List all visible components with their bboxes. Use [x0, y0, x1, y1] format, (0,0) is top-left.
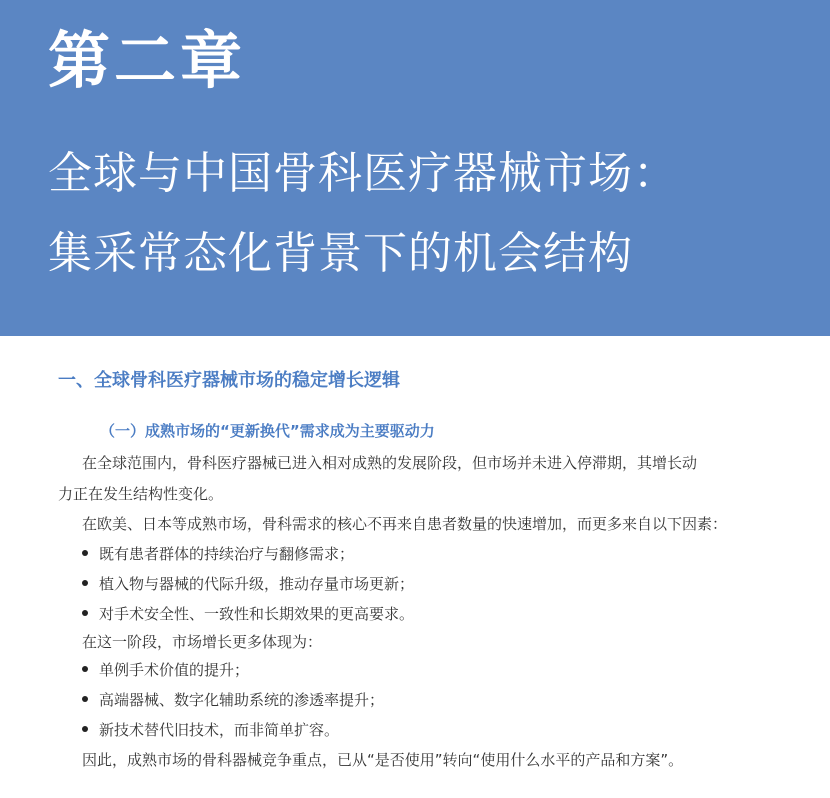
chapter-subtitle-line2: 集采常态化背景下的机会结构: [48, 228, 633, 279]
list-item: [82, 603, 414, 624]
list-item-text: 既有患者群体的持续治疗与翻修需求；: [99, 545, 355, 563]
list-item: [82, 573, 414, 594]
bullet-icon: [82, 580, 88, 586]
chapter-title: 第二章: [48, 24, 247, 97]
paragraph-1-line-1: 在全球范围内，骨科医疗器械已进入相对成熟的发展阶段，但市场并未进入停滞期，其增长动: [82, 454, 698, 472]
chapter-subtitle-line1: 全球与中国骨科医疗器械市场：: [48, 148, 678, 199]
bullet-icon: [82, 610, 88, 616]
bullet-icon: [82, 550, 88, 556]
list-item-text: 新技术替代旧技术，而非简单扩容。: [99, 721, 340, 739]
list-item-text: 对手术安全性、一致性和长期效果的更高要求。: [99, 605, 415, 623]
subsection-heading: （一）成熟市场的“更新换代”需求成为主要驱动力: [100, 422, 435, 440]
list-item-text: 高端器械、数字化辅助系统的渗透率提升；: [99, 691, 385, 709]
list-item: [82, 719, 339, 740]
bullet-icon: [82, 726, 88, 732]
list-item: [82, 689, 384, 710]
list-item: [82, 659, 249, 680]
chapter-banner: [0, 0, 830, 336]
paragraph-4: 因此，成熟市场的骨科器械竞争重点，已从“是否使用”转向“使用什么水平的产品和方案”。: [82, 751, 684, 769]
list-item-text: 植入物与器械的代际升级，推动存量市场更新；: [99, 575, 415, 593]
bullet-icon: [82, 666, 88, 672]
section-heading: 一、全球骨科医疗器械市场的稳定增长逻辑: [58, 370, 400, 391]
list-item-text: 单例手术价值的提升；: [99, 661, 250, 679]
paragraph-1-line-2: 力正在发生结构性变化。: [58, 485, 224, 503]
paragraph-2: 在欧美、日本等成熟市场，骨科需求的核心不再来自患者数量的快速增加，而更多来自以下因素：: [82, 515, 728, 533]
list-item: [82, 543, 354, 564]
bullet-icon: [82, 696, 88, 702]
paragraph-3: 在这一阶段，市场增长更多体现为：: [82, 633, 323, 651]
